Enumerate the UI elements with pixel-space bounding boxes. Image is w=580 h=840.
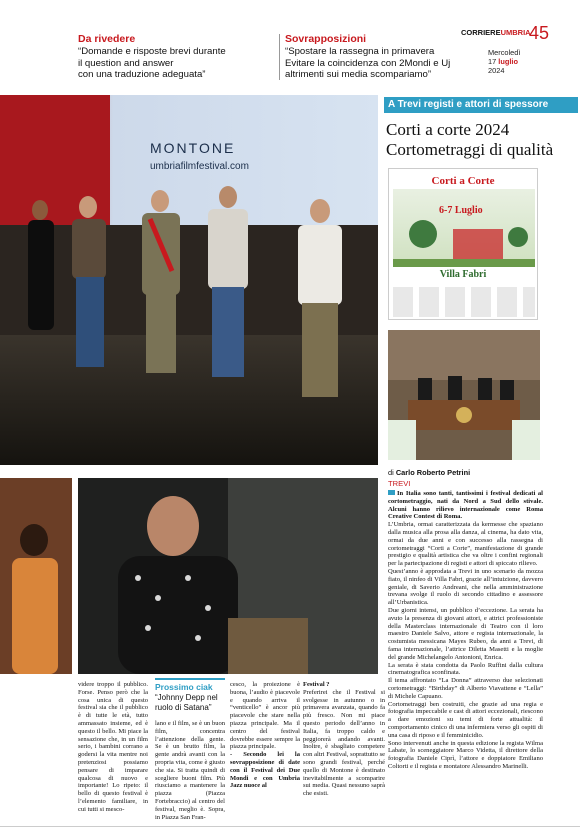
teaser-line: “Spostare la rassegna in primavera — [285, 46, 435, 57]
article-paragraph: Sono intervenuti anche in questa edizione la regista Wilma Labate, lo sceneggiatore Marco Videtta, il direttore della fotografia Daniele Ciprì, l’attore e doppiatore Emiliano Coltorti e il regista e montatore Alessandro Marinelli. — [388, 739, 543, 770]
interview-column-4 — [303, 681, 385, 821]
article-paragraph: L’Umbria, ormai caratterizzata da kermesse che spaziano dalla musica alla prosa alla danza, al cinema, ha dato vita, ormai da due anni e con successo alla rassegna di cortometraggi “Corti a Corte”, manifestazione di grande prestigio e qualità artistica che va oltre i confini regionali per la partecipazione di registi e attori di spiccato rilievo. — [388, 521, 543, 568]
day: 17 — [488, 57, 497, 66]
interview-photo — [78, 478, 378, 674]
author-name: Carlo Roberto Petrini — [395, 468, 471, 477]
year: 2024 — [488, 66, 505, 75]
poster-title: Corti a Corte — [431, 175, 495, 187]
article-paragraph: La serata è stata condotta da Paolo Ruffini dalla cultura cinematografica sconfinata. — [388, 661, 543, 677]
interview-column-3 — [230, 681, 300, 821]
teaser-line: il question and answer — [78, 57, 174, 69]
poster-date: 6-7 Luglio — [439, 205, 483, 216]
byline-prefix: di — [388, 468, 394, 477]
lead-text: In Italia sono tanti, tantissimi i festival dedicati al cortometraggio, nati da Nord a Sud dello stivale. Alcuni hanno rilievo internazionale come Roma Creative Contest di Roma. — [388, 490, 543, 521]
title-line-2: Cortometraggi di qualità — [386, 140, 554, 159]
section-header: A Trevi registi e attori di spessore — [384, 97, 578, 113]
teaser-kicker: Sovrapposizioni — [285, 33, 367, 45]
column-text: Preferirei che il Festival si svolgesse in autunno o in primavera avanzata, quando fa più fresco. Non mi piace questo periodo dell’anno in Italia, fa troppo caldo e peggiorerà andando avanti. Inoltre, è sbagliato competere con altri Festival, soprattutto se sono grandi festival, perché quello di Montone è destinato inevitabilmente a scomparire sui media. Quasi nessuno saprà che esisti. — [303, 688, 385, 798]
article-body — [388, 490, 543, 822]
logo-right: UMBRIA — [500, 28, 531, 37]
interview-question-end: Festival ? — [303, 681, 330, 688]
left-teaser — [78, 33, 274, 83]
audience-photo — [0, 478, 72, 674]
interview-question: - Secondo lei la sovrapposizione di date con il Festival dei Due Mondi e con Umbria Jazz nuoce al — [230, 751, 300, 790]
teaser-line: “Domande e risposte brevi durante — [78, 46, 226, 57]
section-label: TREVI — [388, 479, 411, 488]
teaser-line: altrimenti sui media scompariamo” — [285, 69, 432, 80]
column-text: videre troppo il pubblico. Forse. Penso però che la cosa unica di questo festival sia che il pubblico è di tutte le età, tutto ammassato insieme, ed è questo il bello. Mi piace la sensazione che, in un film serio, i bambini corrano a godersi la vita mentre noi pretenziosi possiamo pensare di imparare qualcosa di nuovo e importante! Lo ripeto: il bello di questo festival è l’elemento familiare, in cui tutti si mesco- — [78, 681, 148, 813]
press-conference-illustration — [388, 330, 540, 460]
article-paragraph: Quest’anno è approdata a Trevi in uno scenario da mozza fiato, il ninfeo di Villa Fabri, grazie all’intuizione, davvero geniale, di Saverio Andreani, che nella amministrazione trevana svolge il ruolo di secondo cittadino e assessore all’Urbanistica. — [388, 567, 543, 607]
teaser-line: con una traduzione adeguata” — [78, 69, 206, 80]
quote-text: “Johnny Depp nel ruolo di Satana” — [155, 693, 218, 712]
month: luglio — [498, 57, 519, 66]
newspaper-logo — [461, 27, 531, 39]
interview-column-1 — [78, 681, 148, 821]
teaser-line: Evitare la coincidenza con 2Mondi e Uj — [285, 57, 451, 69]
teaser-kicker: Da rivedere — [78, 33, 136, 45]
article-paragraph: Cortometraggi ben costruiti, che grazie ad una regia e fotografia impeccabile e cast di attori eccezionali, riescono a dare emozioni su temi di forte attualità: il comportamento cinico di una infermiera verso gli ospiti di una casa di riposo e il femminicidio. — [388, 700, 543, 739]
pull-quote — [155, 678, 225, 718]
poster-villa-drawing — [393, 189, 535, 267]
weekday: Mercoledì — [488, 48, 521, 57]
article-lead — [388, 490, 543, 521]
column-text: cesco, la proiezione è buona, l’audio è piacevole e quando arriva il “venticello” è ancor più piacevole che stare nella piazza principale. Ma il centro del festival dovrebbe essere sempre la piazza principale. — [230, 681, 300, 751]
page-number: 45 — [529, 23, 550, 43]
screen-title: MONTONE — [150, 140, 236, 156]
issue-date — [488, 48, 548, 75]
stage-photo — [0, 95, 378, 465]
interview-photo-illustration — [78, 478, 378, 674]
lead-bullet-icon — [388, 490, 395, 495]
article-title — [386, 120, 578, 160]
page-bottom-rule — [0, 826, 580, 827]
day-month — [488, 57, 548, 66]
quote-head: Prossimo ciak — [155, 682, 213, 692]
column-text: lano e il film, se è un buon film, concentra l’attenzione della gente. Se è un brutto film, la gente andrà avanti con la propria vita, come è giusto che sia. Si tratta quindi di scegliere buoni film. Più riusciamo a mantenere la piazza (Piazza Fortebraccio) al centro del festival, meglio è. Sopra, in Piazza San Fran- — [155, 720, 225, 821]
title-line-1: Corti a corte 2024 — [386, 120, 510, 139]
byline — [388, 468, 470, 477]
sponsor-logos — [393, 287, 535, 317]
audience-photo-illustration — [0, 478, 72, 674]
poster-illustration — [393, 189, 535, 267]
divider — [279, 34, 280, 80]
poster-venue: Villa Fabri — [439, 269, 487, 280]
press-conference-photo — [388, 330, 540, 460]
festival-poster — [388, 168, 538, 320]
interview-column-2 — [155, 720, 225, 821]
article-paragraph: Il tema affrontato “La Donna” attraverso due selezionati cortometraggi: “Birthday” di Alberto Viavattene e “Lella” di Michele Capuano. — [388, 677, 543, 700]
logo-left: CORRIERE — [461, 28, 501, 37]
screen-url: umbriafilmfestival.com — [150, 161, 249, 172]
middle-teaser — [285, 33, 465, 83]
article-paragraph: Due giorni intensi, un pubblico d’eccezione. La serata ha avuto la presenza di giovani attori, e attrici professioniste della Masterclass internazionale di Teatro con il loro maestro Daniele Salvo, attore e regista internazionale, la costumista messicana Mayes Rubeo, da anni a Trevi, di fama internazionale, l’attrice Diletta Masetti e la moglie del grande Michelangelo Antonioni, Enrica. — [388, 606, 543, 661]
